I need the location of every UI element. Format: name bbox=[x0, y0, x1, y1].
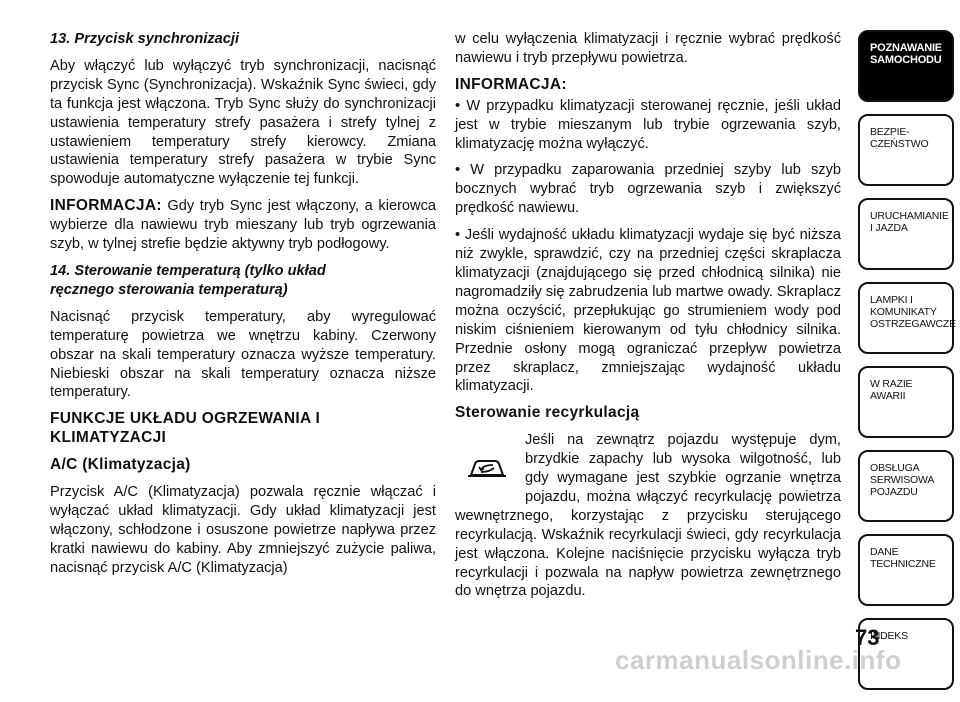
section-13-text: Aby włączyć lub wyłączyć tryb synchronizacji, nacisnąć przycisk Sync (Synchronizacja). Wskaźnik Sync świeci, gdy ta funkcja jest włączona. Tryb Sync służy do synchronizacji ustawienia temperatury strefy pasażera i strefy tylnej z ustawieniem temperatury strefy kierowcy. Zmiana ustawienia temperatury strefy pasażera w trybie Sync spowoduje automatyczne wyłączenie tej funkcji. bbox=[50, 57, 436, 188]
ac-text: Przycisk A/C (Klimatyzacja) pozwala ręcznie włączać i wyłączać układ klimatyzacji. Gdy układ klimatyzacji jest włączony, schłodzone i osuszone powietrze napływa przez kratki nawiewu do kabiny. Aby zmniejszyć zużycie paliwa, nacisnąć przycisk A/C (Klimatyzacja) bbox=[50, 484, 436, 576]
section-13-heading: 13. Przycisk synchronizacji bbox=[50, 31, 240, 47]
tab-poznawanie-samochodu[interactable]: POZNAWANIE SAMOCHODU bbox=[858, 30, 954, 102]
tab-w-razie-awarii[interactable]: W RAZIE AWARII bbox=[858, 366, 954, 438]
heating-ac-heading bbox=[50, 410, 436, 448]
info-bullet-2: • W przypadku zaparowania przedniej szyby lub szyb bocznych wybrać tryb ogrzewania szyb i zwiększyć prędkość nawiewu. bbox=[455, 162, 841, 217]
recirculation-heading: Sterowanie recyrkulacją bbox=[455, 404, 640, 422]
recirculation-icon bbox=[455, 431, 519, 505]
section-14-heading-line2: ręcznego sterowania temperaturą) bbox=[50, 281, 288, 298]
right-column bbox=[455, 30, 841, 609]
section-14-heading bbox=[50, 262, 436, 300]
info-note-left bbox=[50, 197, 436, 254]
tab-uruchamianie-i-jazda[interactable]: URUCHAMIANIE I JAZDA bbox=[858, 198, 954, 270]
heating-ac-heading-line1: FUNKCJE UKŁADU OGRZEWANIA I bbox=[50, 410, 321, 428]
heating-ac-heading-line2: KLIMATYZACJI bbox=[50, 429, 167, 447]
tab-dane-techniczne[interactable]: DANE TECHNICZNE bbox=[858, 534, 954, 606]
tab-lampki-i-komunikaty[interactable]: LAMPKI I KOMUNIKATY OSTRZEGAWCZE bbox=[858, 282, 954, 354]
tab-obsluga-serwisowa[interactable]: OBSŁUGA SERWISOWA POJAZDU bbox=[858, 450, 954, 522]
recirculation-text: Jeśli na zewnątrz pojazdu występuje dym, brzydkie zapachy lub wysoka wilgotność, lub gdy wymagane jest szybkie ogrzanie wnętrza pojazdu, można włączyć recyrkulację powietrza wewnętrznego, korzystając z przycisku sterującego recyrkulacją. Wskaźnik recyrkulacji świeci, gdy recyrkulacja jest włączona. Kolejne naciśnięcie przycisku wyłącza tryb recyrkulacji i pozwala na napływ powietrza zewnętrznego do wnętrza pojazdu. bbox=[455, 432, 841, 600]
info-label: INFORMACJA: bbox=[50, 197, 162, 215]
section-14-text: Nacisnąć przycisk temperatury, aby wyregulować temperaturę powietrza we wnętrzu kabiny. Czerwony obszar na skali temperatury oznacza wyższe temperatury. Niebieski obszar na skali temperatury oznacza niższe temperatury. bbox=[50, 308, 436, 401]
info-label-right: INFORMACJA: bbox=[455, 75, 567, 93]
watermark: carmanualsonline.info bbox=[615, 645, 902, 675]
ac-text-continued: w celu wyłączenia klimatyzacji i ręcznie wybrać prędkość nawiewu i tryb przepływu powietrza. bbox=[455, 31, 841, 66]
info-text: Gdy tryb Sync jest włączony, a kierowca wybierze dla nawiewu tryb mieszany lub tryb ogrzewania szyb, w tylnej strefie będzie aktywny tryb podłogowy. bbox=[50, 198, 436, 253]
chapter-tabs bbox=[858, 30, 954, 702]
page-number: 73 bbox=[855, 625, 880, 650]
ac-heading: A/C (Klimatyzacja) bbox=[50, 456, 191, 474]
section-14-heading-line1: 14. Sterowanie temperaturą (tylko układ bbox=[50, 262, 326, 279]
info-bullet-1: • W przypadku klimatyzacji sterowanej ręcznie, jeśli układ jest w trybie mieszanym lub trybie ogrzewania szyb, klimatyzację można wyłączyć. bbox=[455, 97, 841, 152]
recirculation-block bbox=[455, 431, 841, 601]
left-column bbox=[50, 30, 436, 586]
tab-indeks[interactable]: INDEKS bbox=[858, 618, 954, 690]
info-bullet-3: • Jeśli wydajność układu klimatyzacji wydaje się być niższa niż zwykle, sprawdzić, czy na przedniej części skraplacza klimatyzacji (znajdującego się przed chłodnicą silnika) nie nagromadziły się zabrudzenia lub martwe owady. Skraplacz można oczyścić, przepłukując go strumieniem wody pod niskim ciśnieniem kierowanym od tyłu chłodnicy silnika. Przednie osłony mogą ograniczać przepływ powietrza przez skraplacz, zmniejszając wydajność układu klimatyzacji. bbox=[455, 227, 841, 395]
tab-bezpieczenstwo[interactable]: BEZPIE- CZEŃSTWO bbox=[858, 114, 954, 186]
